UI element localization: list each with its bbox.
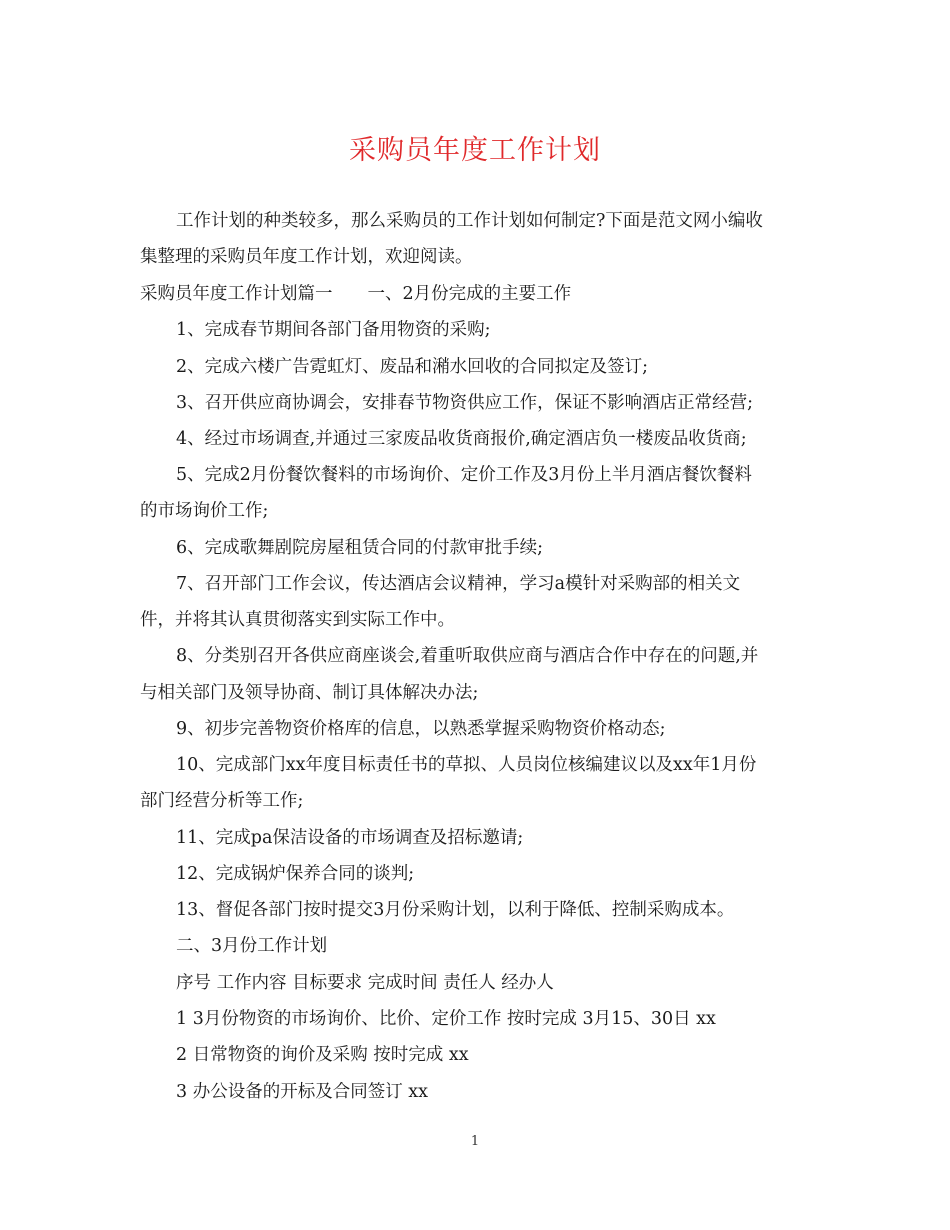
list-item: 4、经过市场调查,并通过三家废品收货商报价,确定酒店负一楼废品收货商; <box>176 429 747 449</box>
paragraph-line: 工作计划的种类较多，那么采购员的工作计划如何制定?下面是范文网小编收 <box>176 211 763 231</box>
paragraph-line: 采购员年度工作计划篇一 一、2月份完成的主要工作 <box>140 284 572 304</box>
list-item: 7、召开部门工作会议，传达酒店会议精神，学习a模针对采购部的相关文 <box>176 574 741 594</box>
list-item: 3、召开供应商协调会，安排春节物资供应工作，保证不影响酒店正常经营; <box>176 393 754 413</box>
paragraph-line: 集整理的采购员年度工作计划，欢迎阅读。 <box>140 247 473 267</box>
page-number: 1 <box>470 1134 480 1149</box>
list-item: 11、完成pa保洁设备的市场调查及招标邀请; <box>176 828 524 848</box>
list-item: 1、完成春节期间各部门备用物资的采购; <box>176 320 491 340</box>
list-item: 6、完成歌舞剧院房屋租赁合同的付款审批手续; <box>176 538 544 558</box>
list-item: 12、完成锅炉保养合同的谈判; <box>176 864 415 884</box>
list-item-continuation: 与相关部门及领导协商、制订具体解决办法; <box>140 683 479 703</box>
list-item: 10、完成部门xx年度目标责任书的草拟、人员岗位核编建议以及xx年1月份 <box>176 755 757 775</box>
document-title: 采购员年度工作计划 <box>349 135 601 166</box>
list-item-continuation: 部门经营分析等工作; <box>140 791 304 811</box>
list-item-continuation: 的市场询价工作; <box>140 501 269 521</box>
list-item: 8、分类别召开各供应商座谈会,着重听取供应商与酒店合作中存在的问题,并 <box>176 646 759 666</box>
table-header-line: 序号 工作内容 目标要求 完成时间 责任人 经办人 <box>176 973 554 993</box>
section-heading: 二、3月份工作计划 <box>176 936 328 956</box>
list-item: 13、督促各部门按时提交3月份采购计划，以利于降低、控制采购成本。 <box>176 900 735 920</box>
table-row-line: 3 办公设备的开标及合同签订 xx <box>176 1082 428 1102</box>
list-item: 2、完成六楼广告霓虹灯、废品和潲水回收的合同拟定及签订; <box>176 357 649 377</box>
list-item: 5、完成2月份餐饮餐料的市场询价、定价工作及3月份上半月酒店餐饮餐料 <box>176 465 752 485</box>
list-item-continuation: 件，并将其认真贯彻落实到实际工作中。 <box>140 610 455 630</box>
list-item: 9、初步完善物资价格库的信息，以熟悉掌握采购物资价格动态; <box>176 719 666 739</box>
table-row-line: 1 3月份物资的市场询价、比价、定价工作 按时完成 3月15、30日 xx <box>176 1009 716 1029</box>
table-row-line: 2 日常物资的询价及采购 按时完成 xx <box>176 1045 469 1065</box>
